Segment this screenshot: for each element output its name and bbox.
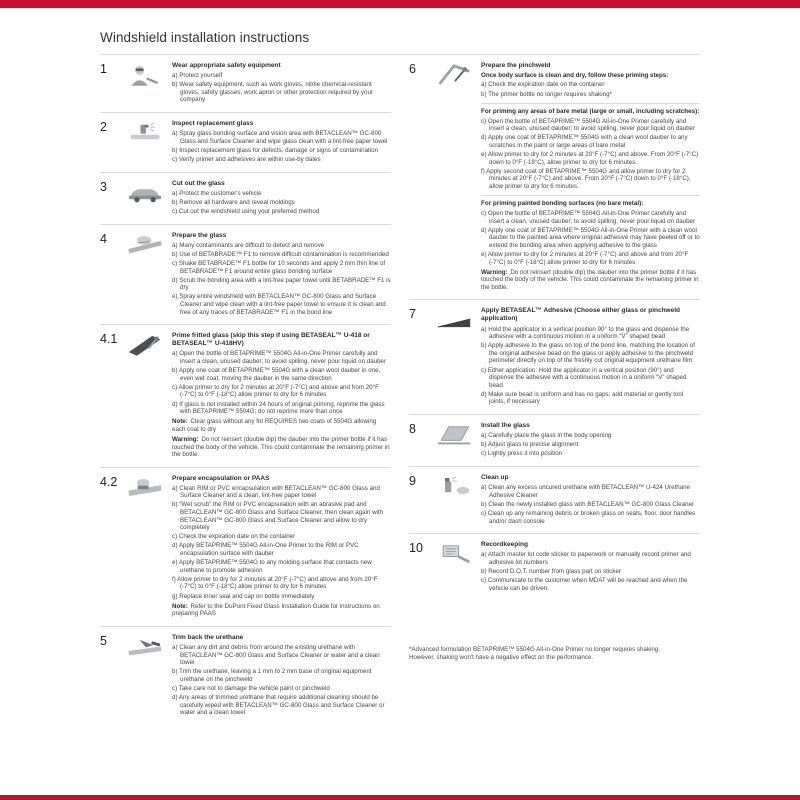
- step-10: [409, 533, 700, 600]
- instruction-item: c) Communicate to the customer when MDAT will be reached and when the vehicle can be driven.: [481, 577, 688, 592]
- step-title: Prepare the pinchweld: [481, 62, 551, 69]
- note-label: Note:: [172, 418, 188, 426]
- step-2: [100, 112, 391, 172]
- instruction-item: b) “Wet scrub” the RIM or PVC encapsulation with an abrasive pad and BETACLEAN™ GC-800 Glass and Surface Cleaner, then clean again with BETACLEAN™ GC-800 Glass and Surface Cleaner and allow to dry completely: [172, 501, 384, 532]
- instruction-item: b) Use of BETABRADE™ F1 to remove difficult contamination is recommended: [172, 250, 389, 258]
- step-7: [409, 299, 700, 414]
- step-5: [100, 626, 391, 725]
- instruction-item: b) Adjust glass to precise alignment: [481, 441, 579, 449]
- step-number: 3: [100, 179, 107, 194]
- instruction-item: c) Shake BETABRADE™ F1 bottle for 10 seconds and apply 2 mm thin line of BETABRADE™ F1 around entire glass bonding surface: [172, 259, 386, 275]
- instruction-item: e) Allow primer to dry for 2 minutes at 20°F (-7°C) and above and from 20°F (-7°C) to 0°F (-18°C) allow primer to dry for 6 minutes: [481, 250, 689, 266]
- step-9: [409, 466, 700, 533]
- section-subheader: For priming painted bonding surfaces (no bare metal):: [481, 195, 700, 208]
- instruction-item: d) Any areas of trimmed urethane that require additional cleaning should be carefully wiped with BETACLEAN™ GC-800 Glass and Surface Cleaner or water and a clean towel: [172, 694, 385, 717]
- instruction-item: a) Protect yourself: [172, 72, 223, 80]
- instruction-item: e) Allow primer to dry for 2 minutes at 20°F (-7°C) and above. From 20°F (-7°C) down to 0°F (-18°C), allow primer to dry for 6 minutes.: [481, 151, 699, 166]
- left-column: [100, 55, 391, 725]
- encapsulation-illustration: [127, 475, 167, 618]
- instruction-item: c) Verify primer and adhesives are within use-by dates: [172, 155, 321, 163]
- instruction-item: f) Apply second coat of BETAPRIME™ 5504G and allow primer to dry for 2 minutes at 20°F (-7°C) and above. From 20°F (-7°C) down to 0°F (-18°C), allow primer to dry for 6 minutes.: [481, 167, 691, 190]
- instruction-item: a) Clean any excess uncured urethane with BETACLEAN™ U-424 Urethane Adhesive Cleaner: [481, 484, 690, 499]
- note-body: Refer to the DuPont Fixed Glass Installation Guide for instructions on preparing PAAS: [172, 602, 380, 618]
- instruction-item: a) Carefully place the glass in the body opening: [481, 432, 612, 440]
- step-title: Trim back the urethane: [172, 633, 244, 641]
- step-number: 10: [409, 541, 423, 556]
- instruction-item: c) Check the expiration date on the container: [172, 533, 296, 541]
- instruction-item: c) Open the bottle of BETAPRIME™ 5504G All-in-One Primer carefully and insert a clean, unused dauber; to avoid spilling, never pour liquid on dauber: [481, 209, 696, 225]
- instruction-item: c) Either application: Hold the applicator in a vertical position (90°) and dispense the adhesive with a continuous motion in a uniform “V” shaped bead: [481, 366, 687, 389]
- step-number: 1: [100, 62, 107, 76]
- instruction-item: c) Lightly press it into position: [481, 450, 563, 458]
- step-number: 9: [409, 474, 416, 488]
- step-number: 4.1: [100, 332, 118, 347]
- instruction-item: b) Clean the newly installed glass with BETACLEAN™ GC-800 Glass Cleaner: [481, 500, 695, 508]
- step-1: [100, 55, 391, 112]
- record-sticker-illustration: [436, 541, 476, 592]
- instruction-item: b) Record D.O.T. number from glass part on sticker: [481, 567, 621, 575]
- warning-label: Warning:: [172, 435, 199, 443]
- instruction-item: d) Apply one coat of BETAPRIME™ 5504G with a clean wool dauber to any scratches in the paint or large areas of bare metal: [481, 134, 688, 149]
- prepare-glass-illustration: [127, 232, 167, 317]
- instruction-item: a) Spray glass bonding surface and vision area with BETACLEAN™ GC-800 Glass and Surface Cleaner and wipe glass clean with a lint-free paper towel: [172, 130, 388, 145]
- top-red-bar: [0, 0, 800, 8]
- instruction-item: d) If glass is not installed within 24 hours of original priming, reprime the glass with BETAPRIME™ 5504G; do not reprime more than once: [172, 400, 385, 416]
- adhesive-bead-illustration: [436, 307, 476, 406]
- step-number: 4.2: [100, 474, 118, 489]
- warning-text: [481, 269, 700, 292]
- trim-knife-illustration: [127, 634, 167, 717]
- instruction-item: a) Clean RIM or PVC encapsulation with BETACLEAN™ GC-800 Glass and Surface Cleaner and a clean, lint-free paper towel: [172, 484, 380, 500]
- step-title: Recordkeeping: [481, 541, 528, 549]
- step-title: Cut out the glass: [172, 179, 225, 187]
- instruction-item: a) Many contaminants are difficult to detect and remove: [172, 241, 325, 249]
- step-number: 7: [409, 307, 416, 322]
- step-intro: Once body surface is clean and dry, follow these priming steps:: [481, 72, 669, 80]
- footnote: *Advanced formulation BETAPRIME™ 5504G All-in-One Primer no longer requires shaking. However, shaking won't have a negative effect on the performance.: [409, 646, 660, 661]
- instruction-item: g) Replace inner seal and cap on bottle immediately: [172, 592, 315, 600]
- warning-label: Warning:: [481, 268, 508, 276]
- instruction-item: d) Apply one coat of BETAPRIME™ 5504G All-in-One Primer with a clean wool dauber to the painted area where original adhesive may have peeled off or to extend the bonding area when applying adhesive to the glass: [481, 226, 700, 249]
- step-4.1: [100, 324, 391, 467]
- warning-text: [172, 436, 391, 459]
- step-title: Install the glass: [481, 422, 530, 429]
- instruction-item: b) The primer bottle no longer requires shaking*: [481, 90, 612, 98]
- step-title: Clean up: [481, 474, 509, 481]
- step-number: 8: [409, 422, 416, 436]
- instruction-item: a) Check the expiration date on the container: [481, 81, 605, 89]
- instruction-item: a) Hold the applicator in a vertical position 90° to the glass and dispense the adhesive with a continuous motion in a uniform “V” shaped bead: [481, 325, 690, 341]
- instruction-item: c) Clean up any remaining debris or broken glass on seats, floor, door handles and/or dash console: [481, 510, 696, 525]
- instruction-item: e) Apply BETAPRIME™ 5504G to any molding surface that contacts new urethane to promote adhesion: [172, 559, 372, 574]
- vehicle-illustration: [127, 180, 167, 216]
- instruction-item: a) Attach master lot code sticker to paperwork or manually record primer and adhesive lot numbers: [481, 551, 691, 566]
- instruction-item: c) Take care not to damage the vehicle paint or pinchweld: [172, 685, 330, 693]
- step-3: [100, 172, 391, 224]
- note-text: [172, 603, 391, 618]
- note-text: [172, 418, 391, 433]
- instruction-item: d) Scrub the bonding area with a lint-free paper towel until BETABRADE™ F1 is dry: [172, 276, 391, 292]
- right-column: [409, 55, 700, 725]
- step-title: Inspect replacement glass: [172, 119, 254, 127]
- step-title: Prepare encapsulation or PAAS: [172, 474, 270, 482]
- document-content: [100, 8, 700, 725]
- step-4: [100, 224, 391, 325]
- spray-glass-illustration: [127, 120, 167, 164]
- warning-body: Do not reinsert (double dip) the dauber into the primer bottle if it has touched the body of the vehicle. This could contaminate the remaining primer in the bottle.: [481, 268, 699, 291]
- step-number: 6: [409, 62, 416, 76]
- page-title: Windshield installation instructions: [100, 30, 310, 45]
- warning-body: Do not reinsert (double dip) the dauber into the primer bottle if it has touched the body of the vehicle. This could contaminate the remaining primer in the bottle.: [172, 435, 390, 459]
- instruction-item: c) Open the bottle of BETAPRIME™ 5504G All-in-One Primer carefully and insert a clean, unused dauber; to avoid spilling, never pour liquid on dauber: [481, 117, 696, 133]
- instruction-item: c) Allow primer to dry for 2 minutes at 20°F (-7°C) and above and from 20°F (-7°C) to 0°F (-18°C) allow primer to dry for 6 minutes: [172, 383, 379, 399]
- step-number: 5: [100, 633, 107, 648]
- instruction-item: b) Wear safety equipment, such as work gloves, nitrile chemical-resistant gloves, safety glasses, work apron or other protection required by your company: [172, 81, 373, 104]
- step-6: [409, 55, 700, 299]
- pinchweld-illustration: [436, 62, 476, 291]
- note-body: Clear glass without any frit REQUIRES two coats of 5504G allowing each coat to dry: [172, 418, 377, 433]
- instruction-item: d) Make sure bead is uniform and has no gaps; add material or gently tool joints, if necessary: [481, 390, 684, 406]
- instruction-item: f) Allow primer to dry for 2 minutes at 20°F (-7°C) and above and from 20°F (-7°C) to 0°F (-18°C) allow primer to dry for 6 minutes: [172, 575, 378, 591]
- instruction-item: c) Cut out the windshield using your preferred method: [172, 207, 320, 215]
- note-label: Note:: [172, 602, 188, 610]
- prime-frit-illustration: [127, 332, 167, 459]
- cleanup-illustration: [436, 474, 476, 525]
- instruction-item: b) Trim the urethane, leaving a 1 mm to 2 mm base of original equipment urethane on the pinchweld: [172, 668, 372, 683]
- step-number: 4: [100, 231, 107, 246]
- instruction-item: b) Remove all hardware and reveal moldings: [172, 198, 295, 206]
- instruction-item: b) Apply one coat of BETAPRIME™ 5504G with a clean wool dauber in one, even wet coat, moving the dauber in the same direction: [172, 367, 381, 382]
- instruction-item: a) Open the bottle of BETAPRIME™ 5504G All-in-One Primer carefully and insert a clean, unused dauber; to avoid spilling, never pour liquid on dauber: [172, 350, 387, 365]
- step-8: [409, 414, 700, 466]
- step-title: Apply BETASEAL™ Adhesive (Choose either glass or pinchweld application): [481, 307, 681, 323]
- bottom-red-bar: [0, 795, 800, 800]
- instruction-item: b) Apply adhesive to the glass on top of the bond line, matching the location of the original adhesive bead on the glass or apply adhesive to the pinchweld perimeter directly on top of the freshly cut original equipment urethane film: [481, 342, 695, 365]
- instruction-item: b) Inspect replacement glass for defects, damage or signs of contamination: [172, 146, 379, 154]
- instruction-item: e) Spray entire windshield with BETACLEAN™ GC-800 Glass and Surface Cleaner and wipe clean with a lint-free paper towel to ensure it is clean and free of any traces of BETABRADE™ F1 in the bond line: [172, 293, 386, 316]
- section-subheader: For priming any areas of bare metal (large or small, including scratches):: [481, 103, 700, 116]
- step-number: 2: [100, 119, 107, 134]
- safety-gear-illustration: [127, 62, 167, 104]
- instruction-item: a) Clean any dirt and debris from around the existing urethane with BETACLEAN™ GC-800 Glass and Surface Cleaner or water and a clean towel: [172, 644, 380, 667]
- step-title: Prepare the glass: [172, 231, 227, 239]
- step-title: Prime fritted glass (skip this step if using BETASEAL™ U-418 or BETASEAL™ U-418HV): [172, 332, 370, 348]
- step-title: Wear appropriate safety equipment: [172, 62, 281, 69]
- install-glass-illustration: [436, 422, 476, 458]
- instruction-item: d) Apply BETAPRIME™ 5504G All-in-One Primer to the RIM or PVC encapsulation surface with dauber: [172, 542, 359, 558]
- step-4.2: [100, 467, 391, 626]
- instruction-item: a) Protect the customer's vehicle: [172, 189, 262, 197]
- columns: [100, 55, 700, 725]
